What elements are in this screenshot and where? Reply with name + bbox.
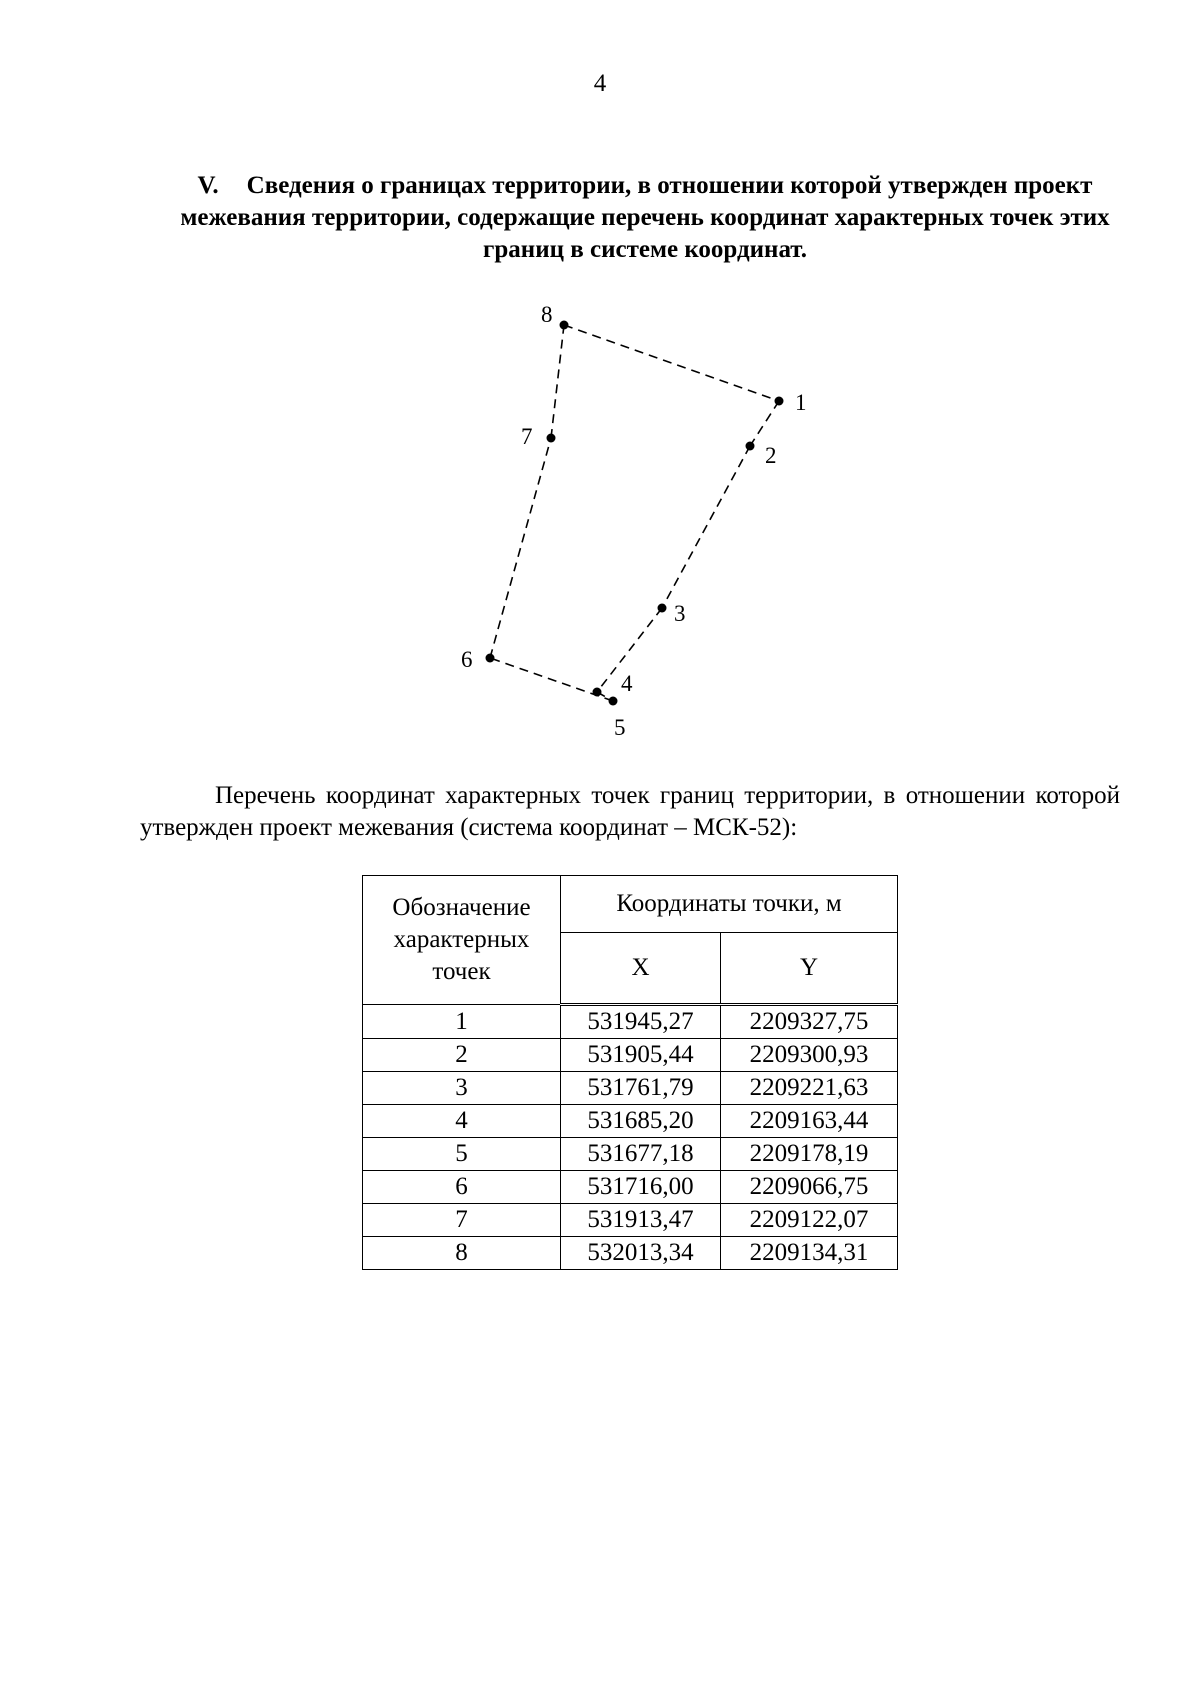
cell-x: 531945,27 — [561, 1005, 721, 1039]
boundary-edge-8-1 — [564, 325, 779, 401]
boundary-edge-6-7 — [490, 438, 551, 658]
table-row — [363, 1039, 898, 1072]
boundary-edges — [490, 325, 779, 701]
cell-y: 2209066,75 — [721, 1171, 898, 1204]
boundary-point-8 — [560, 321, 569, 330]
cell-y: 2209300,93 — [721, 1039, 898, 1072]
cell-point: 6 — [363, 1171, 561, 1204]
boundary-point-4 — [593, 688, 602, 697]
table-row — [363, 1237, 898, 1270]
header-point-designation: Обозначение характерных точек — [363, 876, 561, 1005]
table-row — [363, 1138, 898, 1171]
boundary-point-3 — [658, 604, 667, 613]
point-label-1: 1 — [795, 390, 807, 415]
cell-y: 2209122,07 — [721, 1204, 898, 1237]
boundary-edge-7-8 — [551, 325, 564, 438]
boundary-point-2 — [746, 442, 755, 451]
cell-point: 2 — [363, 1039, 561, 1072]
boundary-point-labels — [461, 302, 807, 740]
table-row — [363, 1105, 898, 1138]
point-label-2: 2 — [765, 443, 777, 468]
point-label-6: 6 — [461, 647, 473, 672]
cell-y: 2209178,19 — [721, 1138, 898, 1171]
intro-paragraph: Перечень координат характерных точек границ территории, в отношении которой утвержден проект межевания (система координат – МСК-52): — [140, 782, 1120, 841]
cell-y: 2209134,31 — [721, 1237, 898, 1270]
table-row — [363, 1204, 898, 1237]
cell-point: 7 — [363, 1204, 561, 1237]
point-label-7: 7 — [521, 424, 533, 449]
section-heading — [170, 170, 1120, 266]
point-label-8: 8 — [541, 302, 553, 327]
boundary-edge-1-2 — [750, 401, 779, 446]
point-label-3: 3 — [674, 601, 686, 626]
cell-point: 1 — [363, 1005, 561, 1039]
coordinates-table — [362, 875, 898, 1270]
boundary-edge-4-5 — [597, 692, 613, 701]
cell-point: 5 — [363, 1138, 561, 1171]
section-title: Сведения о границах территории, в отношении которой утвержден проект межевания территории, содержащие перечень координат характерных точек этих границ в системе координат. — [180, 172, 1110, 263]
header-y: Y — [721, 933, 898, 1005]
boundary-point-1 — [775, 397, 784, 406]
cell-point: 4 — [363, 1105, 561, 1138]
cell-x: 531761,79 — [561, 1072, 721, 1105]
boundary-point-7 — [547, 434, 556, 443]
boundary-point-6 — [486, 654, 495, 663]
point-label-4: 4 — [621, 671, 633, 696]
section-numeral: V. — [197, 172, 219, 199]
table-row — [363, 1005, 898, 1039]
cell-y: 2209163,44 — [721, 1105, 898, 1138]
cell-x: 532013,34 — [561, 1237, 721, 1270]
cell-x: 531685,20 — [561, 1105, 721, 1138]
header-x: X — [561, 933, 721, 1005]
cell-point: 8 — [363, 1237, 561, 1270]
cell-x: 531913,47 — [561, 1204, 721, 1237]
boundary-edge-5-6 — [490, 658, 613, 701]
header-coordinates: Координаты точки, м — [561, 876, 898, 933]
cell-x: 531677,18 — [561, 1138, 721, 1171]
cell-x: 531716,00 — [561, 1171, 721, 1204]
table-row — [363, 1072, 898, 1105]
boundary-point-5 — [609, 697, 618, 706]
boundary-edge-3-4 — [597, 608, 662, 692]
cell-y: 2209327,75 — [721, 1005, 898, 1039]
cell-x: 531905,44 — [561, 1039, 721, 1072]
cell-y: 2209221,63 — [721, 1072, 898, 1105]
boundary-edge-2-3 — [662, 446, 750, 608]
table-row — [363, 1171, 898, 1204]
cell-point: 3 — [363, 1072, 561, 1105]
boundary-points — [486, 321, 784, 706]
page-number: 4 — [593, 70, 607, 97]
point-label-5: 5 — [614, 715, 626, 740]
